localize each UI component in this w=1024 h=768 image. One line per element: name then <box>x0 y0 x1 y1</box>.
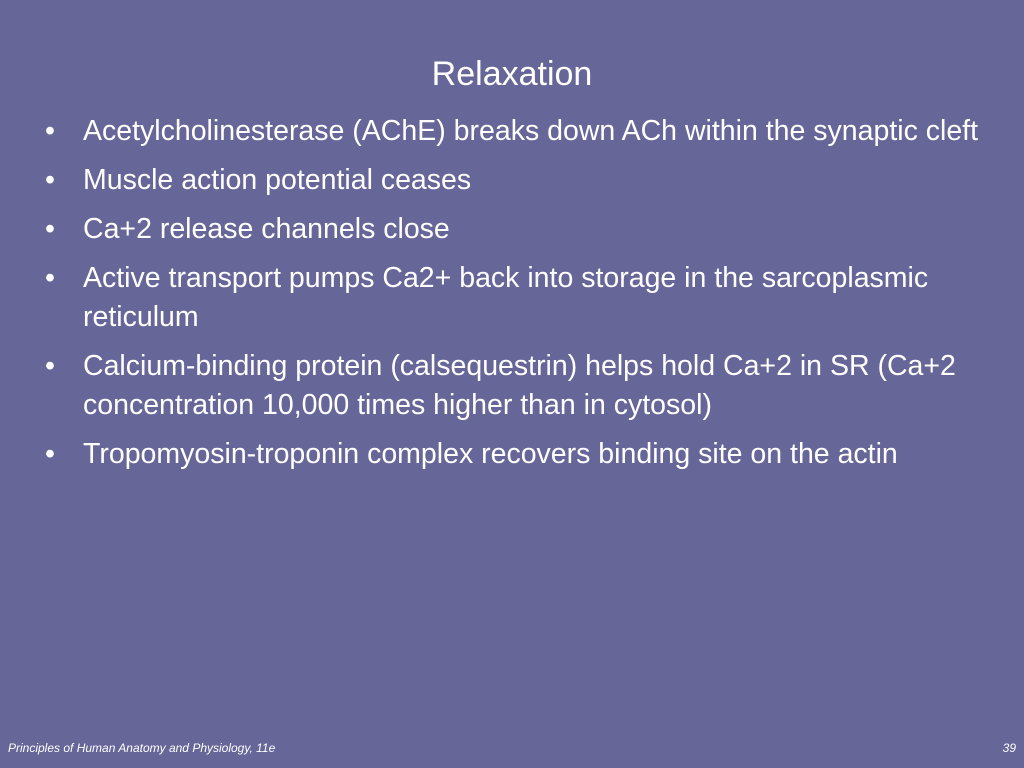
bullet-item <box>45 347 1010 425</box>
bullet-icon: • <box>45 164 55 196</box>
bullet-item <box>45 210 1010 249</box>
bullet-icon: • <box>45 350 55 382</box>
bullet-list <box>45 112 1010 484</box>
bullet-item <box>45 112 1010 151</box>
page-number: 39 <box>1002 741 1016 755</box>
slide-title: Relaxation <box>431 55 593 93</box>
bullet-icon: • <box>45 115 55 147</box>
bullet-item <box>45 161 1010 200</box>
bullet-item <box>45 435 1010 474</box>
bullet-text: Ca+2 release channels close <box>83 213 450 245</box>
bullet-icon: • <box>45 262 55 294</box>
footer-book-title: Principles of Human Anatomy and Physiology, 11e <box>8 741 276 755</box>
bullet-text: Muscle action potential ceases <box>83 164 472 196</box>
bullet-text: Calcium-binding protein (calsequestrin) helps hold Ca+2 in SR (Ca+2 concentration 10,000 times higher than in cytosol) <box>83 350 956 421</box>
bullet-text: Tropomyosin-troponin complex recovers binding site on the actin <box>83 438 898 470</box>
bullet-icon: • <box>45 213 55 245</box>
bullet-text: Active transport pumps Ca2+ back into storage in the sarcoplasmic reticulum <box>83 262 929 333</box>
bullet-icon: • <box>45 438 55 470</box>
bullet-item <box>45 259 1010 337</box>
bullet-text: Acetylcholinesterase (AChE) breaks down ACh within the synaptic cleft <box>83 115 979 147</box>
